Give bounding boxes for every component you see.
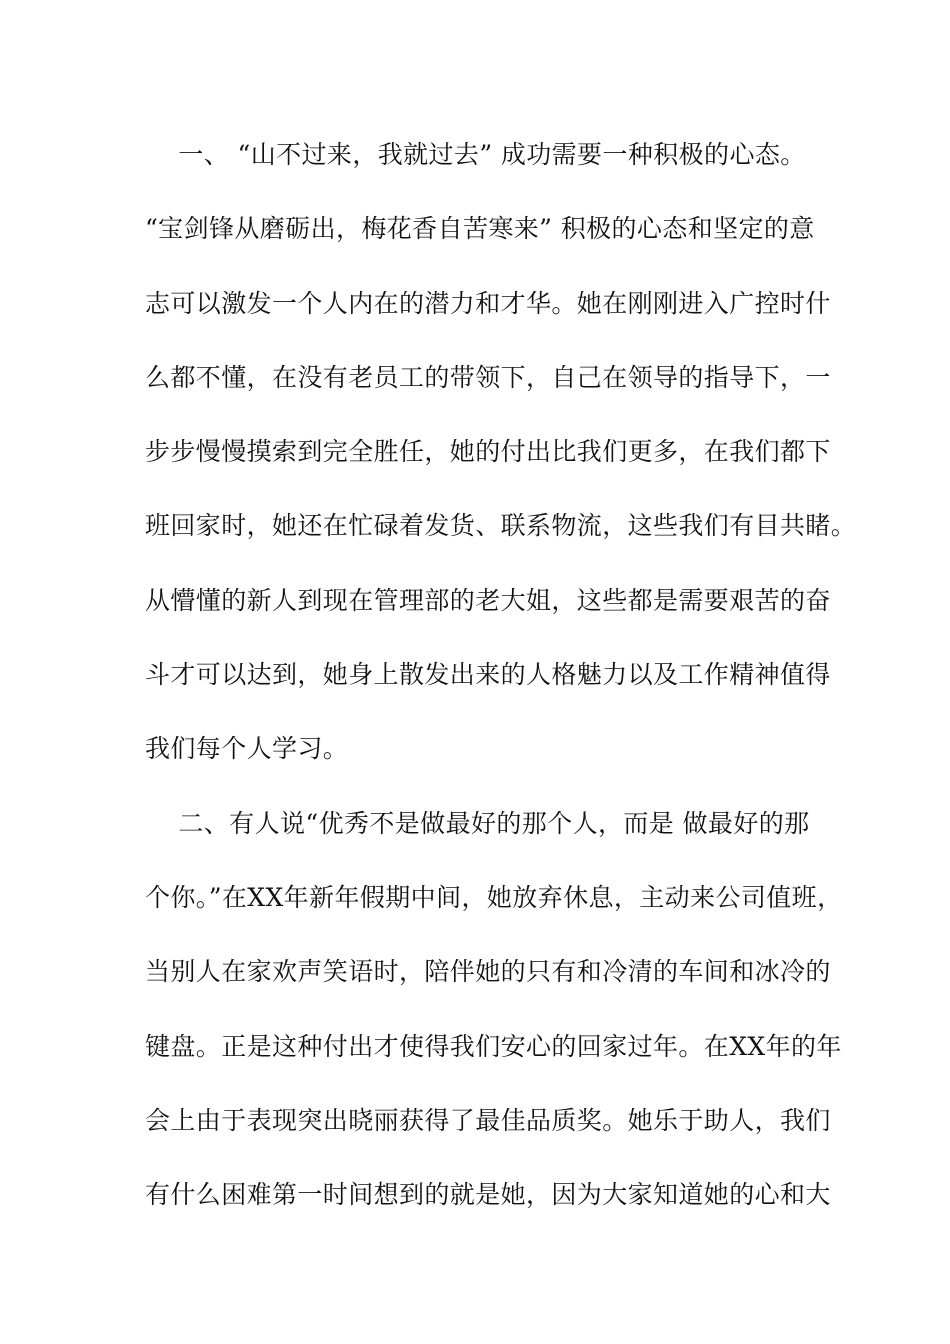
body-text [145, 136, 857, 1250]
text-line: 会上由于表现突出晓丽获得了最佳品质奖。她乐于助人，我们 [145, 1105, 831, 1135]
text-line: 有什么困难第一时间想到的就是她，因为大家知道她的心和大 [145, 1180, 831, 1210]
text-line: 二、有人说“优秀不是做最好的那个人，而是 做最好的那 [145, 808, 810, 838]
text-line: 我们每个人学习。 [145, 734, 349, 764]
text-line: 当别人在家欢声笑语时，陪伴她的只有和冷清的车间和冰冷的 [145, 957, 831, 987]
text-line: 一、 “山不过来，我就过去” 成功需要一种积极的心态。 [145, 140, 806, 169]
text-line: 键盘。正是这种付出才使得我们安心的回家过年。在XX年的年 [145, 1031, 842, 1061]
text-line: 从懵懂的新人到现在管理部的老大姐，这些都是需要艰苦的奋 [145, 585, 831, 615]
text-line: 班回家时，她还在忙碌着发货、联系物流，这些我们有目共睹。 [145, 511, 857, 541]
text-line: 步步慢慢摸索到完全胜任，她的付出比我们更多，在我们都下 [145, 437, 831, 467]
text-line: “宝剑锋从磨砺出，梅花香自苦寒来” 积极的心态和坚定的意 [145, 214, 815, 244]
text-line: 斗才可以达到，她身上散发出来的人格魅力以及工作精神值得 [145, 660, 831, 690]
text-line: 么都不懂，在没有老员工的带领下，自己在领导的指导下，一 [145, 362, 831, 392]
text-line: 志可以激发一个人内在的潜力和才华。她在刚刚进入广控时什 [145, 288, 831, 318]
text-line: 个你。”在XX年新年假期中间，她放弃休息，主动来公司值班， [145, 882, 843, 912]
